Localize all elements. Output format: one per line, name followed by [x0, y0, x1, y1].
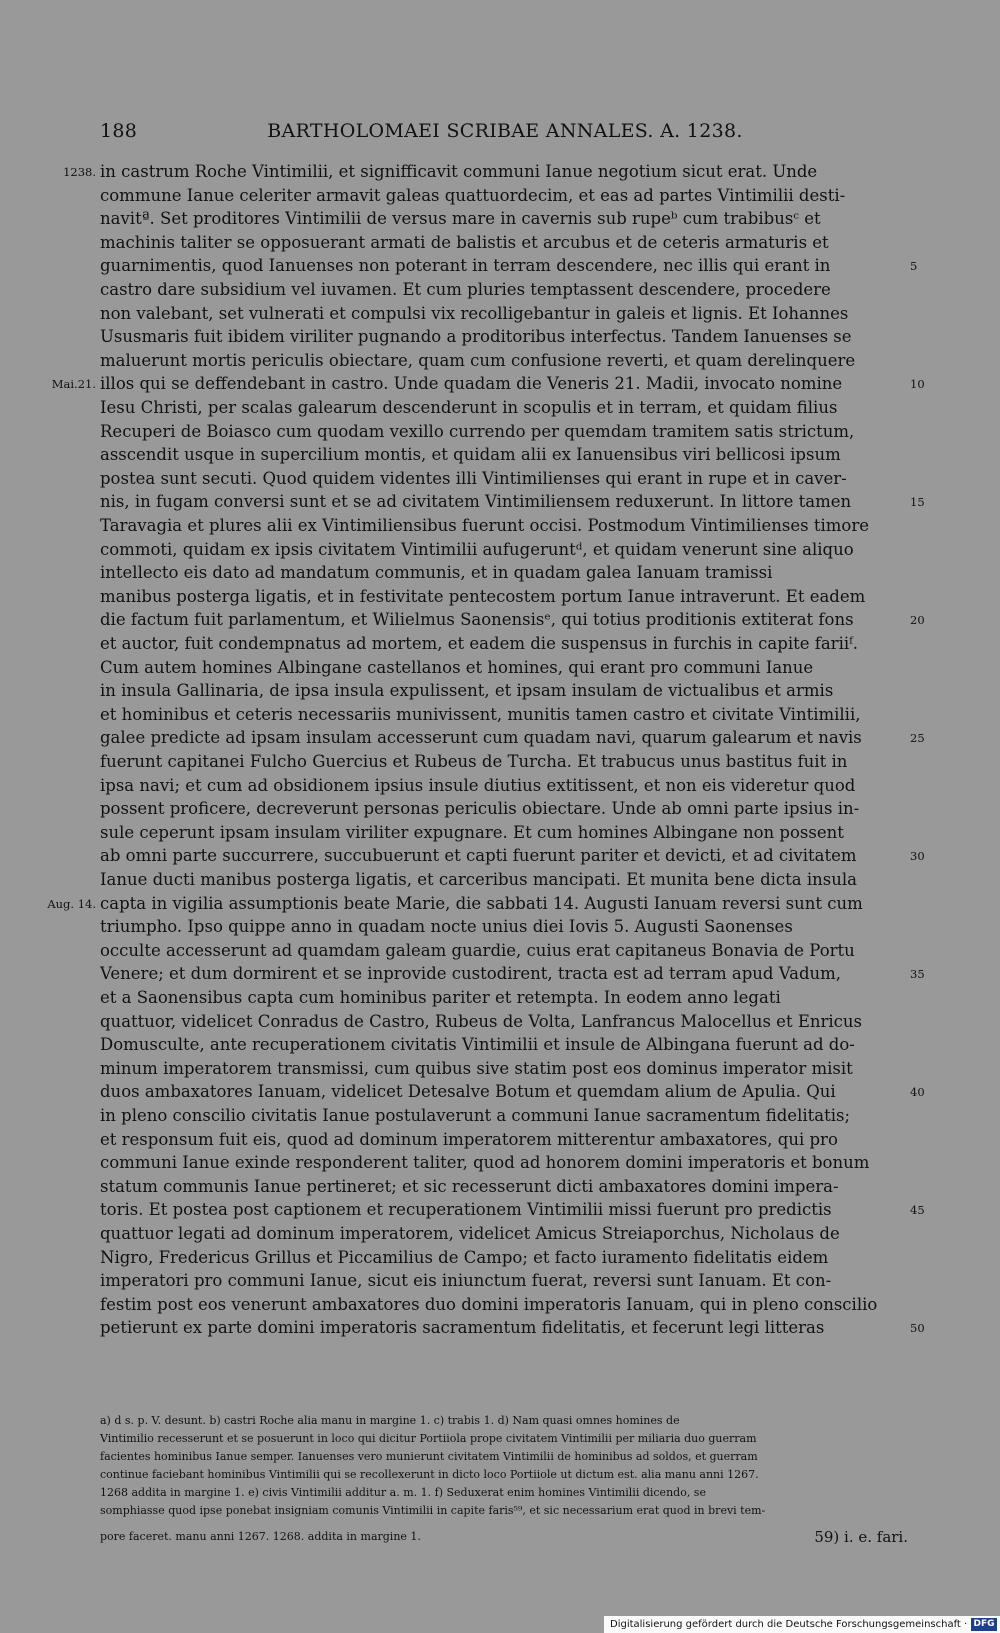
text-line-content: et a Saonensibus capta cum hominibus pariter et retempta. In eodem anno legati	[100, 988, 781, 1007]
text-line-content: Ianue ducti manibus posterga ligatis, et carceribus mancipati. Et munita bene dicta insula	[100, 870, 857, 889]
text-line	[100, 1198, 907, 1222]
line-number: 10	[910, 377, 925, 392]
text-line	[100, 372, 907, 396]
text-line	[100, 1010, 907, 1034]
text-line-content: ab omni parte succurrere, succubuerunt et capti fuerunt pariter et devicti, et ad civitatem	[100, 846, 857, 866]
text-line	[100, 231, 907, 255]
text-line-content: manibus posterga ligatis, et in festivitate pentecostem portum Ianue intraverunt. Et eadem	[100, 586, 866, 606]
text-line-content: in insula Gallinaria, de ipsa insula expulissent, et ipsam insulam de victualibus et armis	[100, 681, 834, 701]
footnote-line: 1268 addita in margine 1. e) civis Vintimilii additur a. m. 1. f) Seduxerat enim homines Vintimilii dicendo, se	[100, 1486, 706, 1499]
text-line	[100, 538, 907, 562]
footnote-line: facientes hominibus Ianue semper. Ianuenses vero munierunt civitatem Vintimilii de hominibus ad soldos, et guerram	[100, 1450, 758, 1463]
text-line	[100, 1128, 907, 1152]
text-line	[100, 939, 907, 963]
line-number: 40	[910, 1085, 925, 1100]
text-line-content: et responsum fuit eis, quod ad dominum imperatorem mitterentur ambaxatores, qui pro	[100, 1129, 838, 1149]
text-line-content: commoti, quidam ex ipsis civitatem Vintimilii aufugeruntᵈ, et quidam venerunt sine aliquo	[100, 539, 854, 559]
margin-date: Mai.21.	[51, 377, 96, 392]
text-line	[100, 608, 907, 632]
text-line-content: postea sunt secuti. Quod quidem videntes illi Vintimilienses qui erant in rupe et in caver-	[100, 468, 847, 488]
text-line-content: nis, in fugam conversi sunt et se ad civitatem Vintimiliensem reduxerunt. In littore tamen	[100, 492, 852, 512]
text-line	[100, 821, 907, 845]
text-line-content: capta in vigilia assumptionis beate Marie, die sabbati 14. Augusti Ianuam reversi sunt cum	[100, 893, 863, 913]
line-number: 35	[910, 967, 925, 982]
text-line	[100, 1104, 907, 1128]
text-line-content: ipsa navi; et cum ad obsidionem ipsius insule diutius extitissent, et non eis videretur quod	[100, 775, 856, 795]
text-line	[100, 915, 907, 939]
text-line-content: navitª. Set proditores Vintimilii de versus mare in cavernis sub rupeᵇ cum trabibusᶜ et	[100, 209, 821, 229]
text-line-content: occulte accesserunt ad quamdam galeam guardie, cuius erat capitaneus Bonavia de Portu	[100, 940, 855, 960]
text-line-content: maluerunt mortis periculis obiectare, quam cum confusione reverti, et quam derelinquere	[100, 350, 856, 370]
text-line-content: Domusculte, ante recuperationem civitatis Vintimilii et insule de Albingana fuerunt ad do-	[100, 1035, 855, 1055]
text-line-content: in castrum Roche Vintimilii, et signifficavit communi Ianue negotium sicut erat. Unde	[100, 162, 818, 181]
text-line-content: Recuperi de Boiasco cum quodam vexillo currendo per quemdam tramitem satis strictum,	[100, 421, 855, 441]
text-line	[100, 184, 907, 208]
line-number: 50	[910, 1321, 925, 1336]
footnote-line: Vintimilio recesserunt et se posuerunt in loco qui dicitur Portiiola prope civitatem Vintimilii per miliaria duo guerram	[100, 1432, 757, 1445]
text-line	[100, 585, 907, 609]
text-line-content: quattuor, videlicet Conradus de Castro, Rubeus de Volta, Lanfrancus Malocellus et Enricus	[100, 1011, 862, 1031]
text-line	[100, 514, 907, 538]
text-line-content: sule ceperunt ipsam insulam viriliter expugnare. Et cum homines Albingane non possent	[100, 822, 844, 842]
text-line	[100, 774, 907, 798]
text-line-content: et hominibus et ceteris necessariis munivissent, munitis tamen castro et civitate Vintimilii,	[100, 704, 861, 724]
footnote-line: somphiasse quod ipse ponebat insigniam comunis Vintimilii in capite faris⁵⁹, et sic necessarium erat quod in brevi tem-	[100, 1504, 766, 1517]
text-line	[100, 1222, 907, 1246]
footnote-line: continue faciebant hominibus Vintimilii qui se recollexerunt in dicto loco Portiiole ut dictum est. alia manu anni 1267.	[100, 1468, 759, 1481]
text-line-content: die factum fuit parlamentum, et Wilielmus Saonensisᵉ, qui totius proditionis extiterat fons	[100, 610, 854, 630]
text-line-content: Cum autem homines Albingane castellanos et homines, qui erant pro communi Ianue	[100, 657, 814, 677]
text-line	[100, 679, 907, 703]
text-line	[100, 254, 907, 278]
text-line	[100, 1033, 907, 1057]
text-line-content: in pleno conscilio civitatis Ianue postulaverunt a communi Ianue sacramentum fidelitatis;	[100, 1106, 851, 1125]
text-line-content: machinis taliter se opposuerant armati de balistis et arcubus et de ceteris armaturis et	[100, 232, 829, 252]
text-line	[100, 632, 907, 656]
page-number: 188	[100, 120, 138, 142]
text-line-content: Taravagia et plures alii ex Vintimiliensibus fuerunt occisi. Postmodum Vintimilienses timore	[100, 516, 869, 535]
text-line	[100, 1246, 907, 1270]
line-number: 20	[910, 613, 925, 628]
footnote-last-line	[100, 1527, 908, 1547]
text-line	[100, 797, 907, 821]
text-line	[100, 703, 907, 727]
text-line-content: triumpho. Ipso quippe anno in quadam nocte unius diei Iovis 5. Augusti Saonenses	[100, 917, 793, 937]
text-line	[100, 962, 907, 986]
text-line	[100, 396, 907, 420]
text-line-content: possent proficere, decreverunt personas periculis obiectare. Unde ab omni parte ipsius in-	[100, 799, 860, 819]
footnote-text: pore faceret. manu anni 1267. 1268. addita in margine 1.	[100, 1530, 421, 1543]
line-number: 30	[910, 849, 925, 864]
text-line	[100, 868, 907, 892]
text-line	[100, 1151, 907, 1175]
text-line	[100, 160, 907, 184]
text-line	[100, 726, 907, 750]
margin-date: Aug. 14.	[47, 896, 96, 911]
funding-text: Digitalisierung gefördert durch die Deutsche Forschungsgemeinschaft ·	[610, 1619, 968, 1630]
text-line	[100, 1080, 907, 1104]
text-line-content: communi Ianue exinde responderent taliter, quod ad honorem domini imperatoris et bonum	[100, 1153, 870, 1173]
margin-date: 1238.	[63, 165, 96, 179]
text-line	[100, 844, 907, 868]
text-line	[100, 443, 907, 467]
text-line-content: et auctor, fuit condempnatus ad mortem, et eadem die suspensus in furchis in capite fariiᶠ.	[100, 634, 859, 653]
text-line	[100, 1316, 907, 1340]
text-line-content: Ususmaris fuit ibidem viriliter pugnando a proditoribus interfectus. Tandem Ianuenses se	[100, 327, 852, 347]
text-line-content: imperatori pro communi Ianue, sicut eis iniunctum fuerat, reversi sunt Ianuam. Et con-	[100, 1271, 832, 1291]
text-line	[100, 278, 907, 302]
text-line-content: Nigro, Fredericus Grillus et Piccamilius de Campo; et facto iuramento fidelitatis eidem	[100, 1247, 829, 1267]
line-number: 15	[910, 495, 925, 510]
text-line-content: statum communis Ianue pertineret; et sic recesserunt dicti ambaxatores domini impera-	[100, 1176, 839, 1196]
text-line-content: petierunt ex parte domini imperatoris sacramentum fidelitatis, et fecerunt legi litteras	[100, 1318, 825, 1338]
text-line	[100, 656, 907, 680]
text-line	[100, 1057, 907, 1081]
text-line-content: Venere; et dum dormirent et se inprovide custodirent, tracta est ad terram apud Vadum,	[100, 964, 842, 984]
text-line	[100, 207, 907, 231]
text-line-content: quattuor legati ad dominum imperatorem, videlicet Amicus Streiaporchus, Nicholaus de	[100, 1224, 840, 1243]
text-line-content: fuerunt capitanei Fulcho Guercius et Rubeus de Turcha. Et trabucus unus bastitus fuit in	[100, 752, 848, 771]
footnotes	[100, 1412, 908, 1520]
running-title: BARTHOLOMAEI SCRIBAE ANNALES. A. 1238.	[267, 120, 743, 142]
running-header	[100, 120, 910, 144]
text-line-content: non valebant, set vulnerati et compulsi vix recolligebantur in galeis et lignis. Et Iohannes	[100, 303, 849, 323]
text-line	[100, 561, 907, 585]
text-line-content: castro dare subsidium vel iuvamen. Et cum pluries temptassent descendere, procedere	[100, 280, 831, 299]
text-line-content: intellecto eis dato ad mandatum communis, et in quadam galea Ianuam tramissi	[100, 563, 773, 583]
text-line-content: festim post eos venerunt ambaxatores duo domini imperatoris Ianuam, qui in pleno conscilio	[100, 1294, 878, 1314]
line-number: 25	[910, 731, 925, 746]
text-line-content: duos ambaxatores Ianuam, videlicet Detesalve Botum et quemdam alium de Apulia. Qui	[100, 1082, 836, 1102]
line-number: 5	[910, 259, 918, 274]
text-line	[100, 1269, 907, 1293]
text-line	[100, 1293, 907, 1317]
text-line	[100, 490, 907, 514]
text-line-content: guarnimentis, quod Ianuenses non poterant in terram descendere, nec illis qui erant in	[100, 256, 831, 276]
text-line	[100, 325, 907, 349]
footnote-reference: 59) i. e. fari.	[814, 1528, 908, 1546]
text-line-content: toris. Et postea post captionem et recuperationem Vintimilii missi fuerunt pro predictis	[100, 1200, 832, 1220]
dfg-logo: DFG	[971, 1618, 997, 1631]
text-line	[100, 349, 907, 373]
text-line-content: minum imperatorem transmissi, cum quibus sive statim post eos dominus imperator misit	[100, 1058, 853, 1078]
text-line	[100, 1175, 907, 1199]
text-line	[100, 302, 907, 326]
text-line	[100, 750, 907, 774]
footnote-line: a) d s. p. V. desunt. b) castri Roche alia manu in margine 1. c) trabis 1. d) Nam quasi omnes homines de	[100, 1414, 680, 1427]
text-line-content: commune Ianue celeriter armavit galeas quattuordecim, et eas ad partes Vintimilii desti-	[100, 185, 846, 205]
line-number: 45	[910, 1203, 925, 1218]
text-line-content: illos qui se deffendebant in castro. Unde quadam die Veneris 21. Madii, invocato nomine	[100, 374, 843, 394]
text-line	[100, 467, 907, 491]
text-line	[100, 892, 907, 916]
text-line	[100, 420, 907, 444]
text-line-content: asscendit usque in supercilium montis, et quidam alii ex Ianuensibus viri bellicosi ipsum	[100, 445, 841, 465]
text-line	[100, 986, 907, 1010]
text-line-content: galee predicte ad ipsam insulam accesserunt cum quadam navi, quarum galearum et navis	[100, 728, 862, 748]
text-line-content: Iesu Christi, per scalas galearum descenderunt in scopulis et in terram, et quidam filius	[100, 398, 838, 417]
funding-banner	[604, 1616, 1000, 1633]
